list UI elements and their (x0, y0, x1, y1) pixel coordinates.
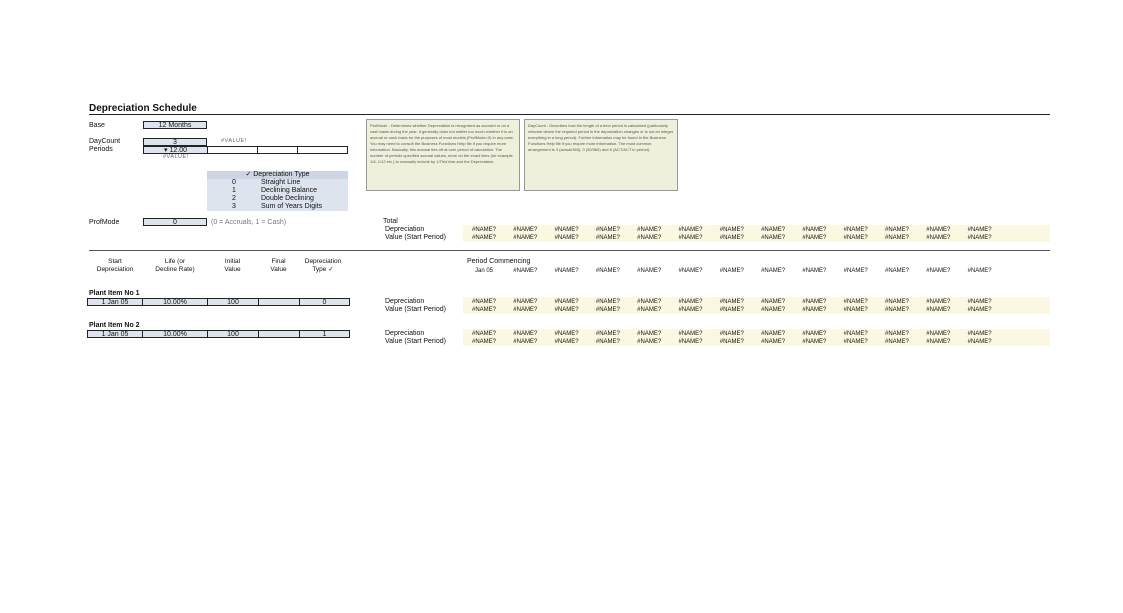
total-value-cell: #NAME? (761, 235, 786, 241)
plant-2-value-label: Value (Start Period) (385, 338, 446, 345)
plant-2-value-cell: #NAME? (967, 331, 992, 337)
daycount-hint: #VALUE! (221, 138, 247, 144)
col-start-depreciation: Start Depreciation (96, 258, 134, 273)
plant-2-initial[interactable]: 100 (207, 330, 259, 338)
plant-2-final[interactable] (258, 330, 300, 338)
base-label: Base (89, 122, 105, 129)
page-title: Depreciation Schedule (89, 103, 197, 114)
plant-2-value-cell: #NAME? (637, 331, 662, 337)
total-value-cell: #NAME? (471, 235, 496, 241)
plant-2-value-cell: #NAME? (719, 331, 744, 337)
plant-1-life[interactable]: 10.00% (142, 298, 208, 306)
plant-1-value-cell: #NAME? (719, 307, 744, 313)
total-value-cell: #NAME? (719, 235, 744, 241)
plant-2-value-cell: #NAME? (802, 331, 827, 337)
plant-2-value-cell: #NAME? (843, 331, 868, 337)
plant-1-value-cell: #NAME? (513, 307, 538, 313)
daycount-label: DayCount (89, 138, 121, 145)
plant-1-depreciation-label: Depreciation (385, 298, 425, 305)
plant-2-value-cell: #NAME? (843, 339, 868, 345)
plant-2-type[interactable]: 1 (299, 330, 350, 338)
plant-1-value-cell: #NAME? (967, 299, 992, 305)
plant-2-values-band (463, 329, 1050, 346)
plant-1-type[interactable]: 0 (299, 298, 350, 306)
plant-1-value-cell: #NAME? (843, 299, 868, 305)
plant-1-value-cell: #NAME? (761, 307, 786, 313)
periods-label: Periods (89, 146, 113, 153)
period-header-cell: #NAME? (926, 268, 951, 274)
plant-2-value-cell: #NAME? (802, 339, 827, 345)
plant-1-value-cell: #NAME? (761, 299, 786, 305)
total-value-cell: #NAME? (471, 227, 496, 233)
daycount-input[interactable]: 3 (143, 138, 207, 146)
section-divider (89, 250, 1050, 251)
periods-row (143, 146, 348, 154)
total-value-cell: #NAME? (554, 227, 579, 233)
plant-2-value-cell: #NAME? (884, 339, 909, 345)
period-header-cell: #NAME? (719, 268, 744, 274)
total-value-cell: #NAME? (843, 227, 868, 233)
col-initial-value: Initial Value (224, 258, 241, 273)
depreciation-type-legend (207, 171, 348, 211)
plant-1-value-cell: #NAME? (637, 299, 662, 305)
total-values-band (463, 225, 1050, 242)
plant-2-value-cell: #NAME? (926, 339, 951, 345)
plant-1-final[interactable] (258, 298, 300, 306)
period-header-cell: #NAME? (678, 268, 703, 274)
plant-item-2-inputs (87, 330, 350, 338)
periods-hint: #VALUE! (163, 154, 189, 160)
plant-2-depreciation-label: Depreciation (385, 330, 425, 337)
plant-2-value-cell: #NAME? (471, 331, 496, 337)
periods-input[interactable]: ▾ 12.00 (143, 146, 208, 154)
total-value-cell: #NAME? (884, 235, 909, 241)
total-depreciation-label: Depreciation (385, 226, 425, 233)
period-header-cell: #NAME? (554, 268, 579, 274)
total-value-cell: #NAME? (967, 235, 992, 241)
periods-cell-3 (257, 146, 298, 154)
periods-cell-4 (297, 146, 348, 154)
plant-2-value-cell: #NAME? (554, 339, 579, 345)
legend-row: 2 Double Declining (232, 195, 314, 202)
total-value-cell: #NAME? (637, 227, 662, 233)
total-value-cell: #NAME? (843, 235, 868, 241)
total-value-cell: #NAME? (926, 227, 951, 233)
legend-row: 1 Declining Balance (232, 187, 318, 194)
legend-header: ✓ Depreciation Type (207, 171, 348, 179)
col-life: Life (or Decline Rate) (155, 258, 195, 273)
plant-1-value-cell: #NAME? (802, 307, 827, 313)
period-commencing-label: Period Commencing (467, 258, 531, 265)
period-header-cell: #NAME? (967, 268, 992, 274)
total-value-cell: #NAME? (678, 227, 703, 233)
total-value-cell: #NAME? (554, 235, 579, 241)
profmode-note: ProfMode - Determines whether Depreciation is recognised as accrued or on a cash basis during the year. It generally does not matter too much whether it is an accrual or cash basis for the purposes of most models (ProfMode=0) in any case. You may need to consult the Business Functions Help file if you require more information. Basically, this manual ties off at over period of calculation. The number of periods specified accrual values, more on the exact lines (for example 1/4, 1/12 etc.) to manually include by 1/ThisYear and the Depreciation. (366, 119, 520, 191)
daycount-note: DayCount - Describes how the length of a time period is calculated (particularly relevant where the required period in the depreciation changes or is not an integer everything in a long period). Further information may be found in the Business Functions Help file if you require more information. The most common arrangement is 3 (actual/365), 0 (30/360) and 6 (ACT/ACT in period). (524, 119, 678, 191)
plant-1-value-cell: #NAME? (884, 299, 909, 305)
plant-1-start[interactable]: 1 Jan 05 (87, 298, 143, 306)
plant-2-value-cell: #NAME? (595, 339, 620, 345)
plant-1-value-cell: #NAME? (471, 299, 496, 305)
plant-2-value-cell: #NAME? (761, 339, 786, 345)
plant-2-value-cell: #NAME? (926, 331, 951, 337)
col-final-value: Final Value (270, 258, 287, 273)
plant-1-value-cell: #NAME? (926, 299, 951, 305)
total-value-cell: #NAME? (678, 235, 703, 241)
plant-1-value-cell: #NAME? (554, 307, 579, 313)
plant-1-value-cell: #NAME? (967, 307, 992, 313)
periods-value: 12.00 (169, 147, 187, 154)
plant-2-value-cell: #NAME? (678, 331, 703, 337)
plant-1-value-cell: #NAME? (678, 299, 703, 305)
plant-1-value-label: Value (Start Period) (385, 306, 446, 313)
plant-1-value-cell: #NAME? (884, 307, 909, 313)
period-header-cell: #NAME? (637, 268, 662, 274)
profmode-input[interactable]: 0 (143, 218, 207, 226)
total-value-cell: #NAME? (967, 227, 992, 233)
period-header-cell: #NAME? (595, 268, 620, 274)
plant-1-value-cell: #NAME? (595, 307, 620, 313)
total-value-cell: #NAME? (513, 227, 538, 233)
period-header-cell: #NAME? (843, 268, 868, 274)
total-value-cell: #NAME? (595, 235, 620, 241)
total-value-cell: #NAME? (719, 227, 744, 233)
title-underline (89, 114, 1050, 115)
legend-row: 0 Straight Line (232, 179, 301, 186)
total-label: Total (383, 218, 398, 225)
plant-1-initial[interactable]: 100 (207, 298, 259, 306)
plant-1-value-cell: #NAME? (802, 299, 827, 305)
plant-2-value-cell: #NAME? (719, 339, 744, 345)
plant-2-life[interactable]: 10.00% (142, 330, 208, 338)
profmode-hint: (0 = Accruals, 1 = Cash) (211, 219, 287, 226)
total-value-cell: #NAME? (637, 235, 662, 241)
period-header-row (463, 266, 1050, 274)
plant-item-1-inputs (87, 298, 350, 306)
plant-1-value-cell: #NAME? (719, 299, 744, 305)
plant-1-value-cell: #NAME? (843, 307, 868, 313)
total-value-cell: #NAME? (802, 235, 827, 241)
total-value-cell: #NAME? (761, 227, 786, 233)
plant-2-value-cell: #NAME? (513, 331, 538, 337)
total-value-cell: #NAME? (595, 227, 620, 233)
plant-2-value-cell: #NAME? (637, 339, 662, 345)
base-input[interactable]: 12 Months (143, 121, 207, 129)
plant-1-value-cell: #NAME? (471, 307, 496, 313)
plant-2-value-cell: #NAME? (513, 339, 538, 345)
plant-2-start[interactable]: 1 Jan 05 (87, 330, 143, 338)
plant-1-value-cell: #NAME? (554, 299, 579, 305)
total-value-cell: #NAME? (802, 227, 827, 233)
period-header-cell: #NAME? (802, 268, 827, 274)
legend-row: 3 Sum of Years Digits (232, 203, 323, 210)
plant-2-value-cell: #NAME? (761, 331, 786, 337)
plant-1-value-cell: #NAME? (678, 307, 703, 313)
period-header-cell: #NAME? (513, 268, 538, 274)
col-depreciation-type: Depreciation Type ✓ (304, 258, 342, 273)
total-value-label: Value (Start Period) (385, 234, 446, 241)
plant-item-2-title: Plant Item No 2 (89, 322, 140, 329)
total-value-cell: #NAME? (884, 227, 909, 233)
plant-2-value-cell: #NAME? (471, 339, 496, 345)
plant-2-value-cell: #NAME? (884, 331, 909, 337)
total-value-cell: #NAME? (926, 235, 951, 241)
period-header-cell: #NAME? (761, 268, 786, 274)
plant-2-value-cell: #NAME? (595, 331, 620, 337)
plant-2-value-cell: #NAME? (967, 339, 992, 345)
plant-2-value-cell: #NAME? (554, 331, 579, 337)
plant-1-value-cell: #NAME? (926, 307, 951, 313)
plant-1-values-band (463, 297, 1050, 314)
periods-cell-2 (207, 146, 258, 154)
total-value-cell: #NAME? (513, 235, 538, 241)
plant-1-value-cell: #NAME? (595, 299, 620, 305)
plant-2-value-cell: #NAME? (678, 339, 703, 345)
profmode-label: ProfMode (89, 219, 120, 226)
period-header-cell: #NAME? (884, 268, 909, 274)
plant-item-1-title: Plant Item No 1 (89, 290, 140, 297)
plant-1-value-cell: #NAME? (637, 307, 662, 313)
plant-1-value-cell: #NAME? (513, 299, 538, 305)
period-header-cell: Jan 05 (474, 268, 493, 274)
